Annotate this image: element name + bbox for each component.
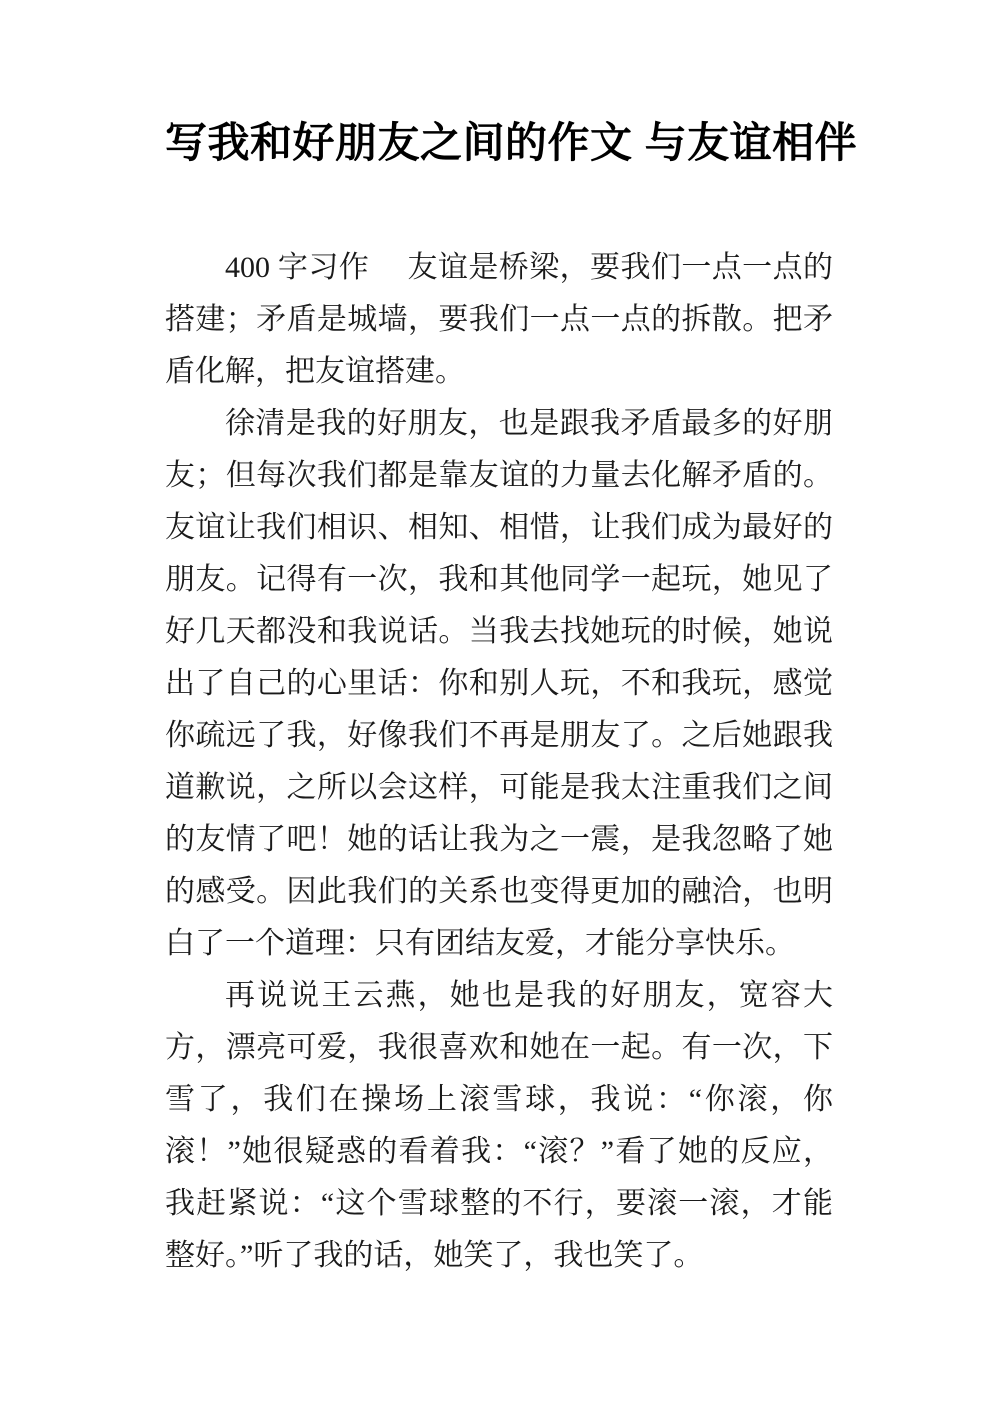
paragraph-friend-wangyunyan: 再说说王云燕，她也是我的好朋友，宽容大方，漂亮可爱，我很喜欢和她在一起。有一次，下雪了，我们在操场上滚雪球，我说：“你滚，你滚！”她很疑惑的看着我：“滚？”看了她的反应，我赶紧说：“这个雪球整的不行，要滚一滚，才能整好。”听了我的话，她笑了，我也笑了。 bbox=[165, 979, 833, 1272]
essay-body bbox=[165, 242, 833, 1282]
paragraph-friend-xuqing: 徐清是我的好朋友，也是跟我矛盾最多的好朋友；但每次我们都是靠友谊的力量去化解矛盾的。友谊让我们相识、相知、相惜，让我们成为最好的朋友。记得有一次，我和其他同学一起玩，她见了好几天都没和我说话。当我去找她玩的时候，她说出了自己的心里话：你和别人玩，不和我玩，感觉你疏远了我，好像我们不再是朋友了。之后她跟我道歉说，之所以会这样，可能是我太注重我们之间的友情了吧！她的话让我为之一震，是我忽略了她的感受。因此我们的关系也变得更加的融洽，也明白了一个道理：只有团结友爱，才能分享快乐。 bbox=[165, 407, 833, 960]
paragraph-intro: 400 字习作 友谊是桥梁，要我们一点一点的搭建；矛盾是城墙，要我们一点一点的拆散。把矛盾化解，把友谊搭建。 bbox=[165, 251, 833, 388]
page-title: 写我和好朋友之间的作文 与友谊相伴 bbox=[165, 119, 858, 166]
